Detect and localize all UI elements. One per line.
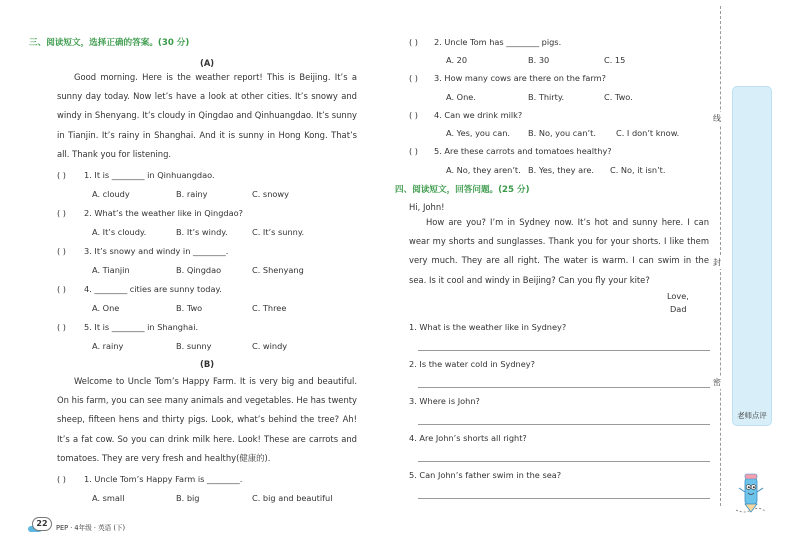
option-c: C. windy (252, 341, 288, 351)
question-text: 5. It is ________ in Shanghai. (84, 322, 199, 332)
book-info: PEP · 4年级 · 英语 (下) (56, 524, 126, 532)
option-c: C. snowy (252, 189, 289, 199)
letter-body: How are you? I’m in Sydney now. It’s hot and sunny here. I can wear my shorts and sunglasses. Thank you for your shorts. I like them very much. They are all right. The water is warm. I can swim in the sea. Is it cool and windy in Beijing? Can you fly your kite? (409, 217, 709, 285)
teacher-comment-box[interactable] (732, 86, 772, 426)
question-text: 3. It’s snowy and windy in ________. (84, 246, 229, 256)
partB-passage: Welcome to Uncle Tom’s Happy Farm. It is very big and beautiful. On his farm, you can see many animals and vegetables. He has twenty sheep, fifteen hens and thirty pigs. Look, what’s behind the tree? Ah! It’s a fat cow. So you can drink milk here. Look! These are carrots and tomatoes. They are very fresh and healthy(健康的). (57, 376, 357, 463)
question-text: 2. What’s the weather like in Qingdao? (84, 208, 243, 218)
question-text: 4. Can we drink milk? (434, 110, 523, 120)
option-b: B. Two (176, 303, 203, 313)
option-c: C. Shenyang (252, 265, 304, 275)
partB-label: (B) (200, 359, 215, 369)
answer-blank[interactable]: ( ) (57, 208, 66, 218)
answer-blank[interactable]: ( ) (409, 37, 418, 47)
option-c: C. 15 (604, 55, 626, 65)
binding-char-mi: 密 (713, 378, 721, 387)
option-a: A. It’s cloudy. (92, 227, 147, 237)
binding-char-xian: 线 (713, 114, 721, 123)
question-text: 3. How many cows are there on the farm? (434, 73, 606, 83)
option-a: A. 20 (446, 55, 468, 65)
answer-blank[interactable]: ( ) (57, 170, 66, 180)
question-text: 5. Can John’s father swim in the sea? (409, 470, 562, 480)
section4-title: 四、阅读短文，回答问题。(25 分) (395, 185, 530, 195)
answer-blank[interactable]: ( ) (57, 284, 66, 294)
option-b: B. 30 (528, 55, 550, 65)
question-text: 4. Are John’s shorts all right? (409, 433, 527, 443)
answer-line[interactable] (418, 387, 710, 388)
option-a: A. One (92, 303, 120, 313)
letter-closing: Love, (667, 291, 689, 301)
option-b: B. rainy (176, 189, 208, 199)
question-text: 1. It is ________ in Qinhuangdao. (84, 170, 215, 180)
option-b: B. No, you can’t. (528, 128, 596, 138)
option-c: C. big and beautiful (252, 493, 333, 503)
option-a: A. Yes, you can. (446, 128, 511, 138)
answer-blank[interactable]: ( ) (409, 110, 418, 120)
option-b: B. Qingdao (176, 265, 222, 275)
section3-title: 三、阅读短文，选择正确的答案。(30 分) (29, 38, 190, 48)
option-a: A. rainy (92, 341, 124, 351)
option-b: B. Thirty. (528, 92, 565, 102)
answer-line[interactable] (418, 424, 710, 425)
question-text: 3. Where is John? (409, 396, 480, 406)
option-b: B. big (176, 493, 200, 503)
question-text: 1. What is the weather like in Sydney? (409, 322, 567, 332)
partA-label: (A) (200, 58, 215, 68)
option-a: A. small (92, 493, 125, 503)
page-number: 22 (32, 517, 52, 531)
question-text: 5. Are these carrots and tomatoes healthy? (434, 146, 612, 156)
answer-blank[interactable]: ( ) (57, 322, 66, 332)
option-c: C. I don’t know. (616, 128, 680, 138)
answer-blank[interactable]: ( ) (409, 73, 418, 83)
option-c: C. Three (252, 303, 287, 313)
question-text: 2. Is the water cold in Sydney? (409, 359, 535, 369)
answer-line[interactable] (418, 461, 710, 462)
option-b: B. It’s windy. (176, 227, 228, 237)
option-b: B. sunny (176, 341, 212, 351)
question-text: 4. ________ cities are sunny today. (84, 284, 222, 294)
option-a: A. One. (446, 92, 476, 102)
answer-blank[interactable]: ( ) (57, 474, 66, 484)
teacher-comment-label: 老师点评 (737, 411, 767, 420)
pencil-mascot-icon (734, 470, 768, 516)
answer-line[interactable] (418, 350, 710, 351)
option-c: C. No, it isn’t. (610, 165, 666, 175)
answer-blank[interactable]: ( ) (57, 246, 66, 256)
option-a: A. cloudy (92, 189, 130, 199)
question-text: 1. Uncle Tom’s Happy Farm is ________. (84, 474, 243, 484)
option-a: A. No, they aren’t. (446, 165, 521, 175)
binding-char-feng: 封 (713, 258, 721, 267)
letter-signature: Dad (670, 304, 687, 314)
option-c: C. Two. (604, 92, 633, 102)
letter-greeting: Hi, John! (409, 202, 445, 212)
question-text: 2. Uncle Tom has ________ pigs. (434, 37, 562, 47)
option-b: B. Yes, they are. (528, 165, 594, 175)
partA-passage: Good morning. Here is the weather report! This is Beijing. It’s a sunny day today. Now let’s have a look at other cities. It’s snowy and windy in Shenyang. It’s cloudy in Qingdao and Qinhuangdao. It’s sunny in Tianjin. It’s rainy in Shanghai. And it is sunny in Hong Kong. That’s all. Thank you for listening. (57, 72, 357, 159)
option-c: C. It’s sunny. (252, 227, 305, 237)
option-a: A. Tianjin (92, 265, 130, 275)
answer-blank[interactable]: ( ) (409, 146, 418, 156)
answer-line[interactable] (418, 498, 710, 499)
